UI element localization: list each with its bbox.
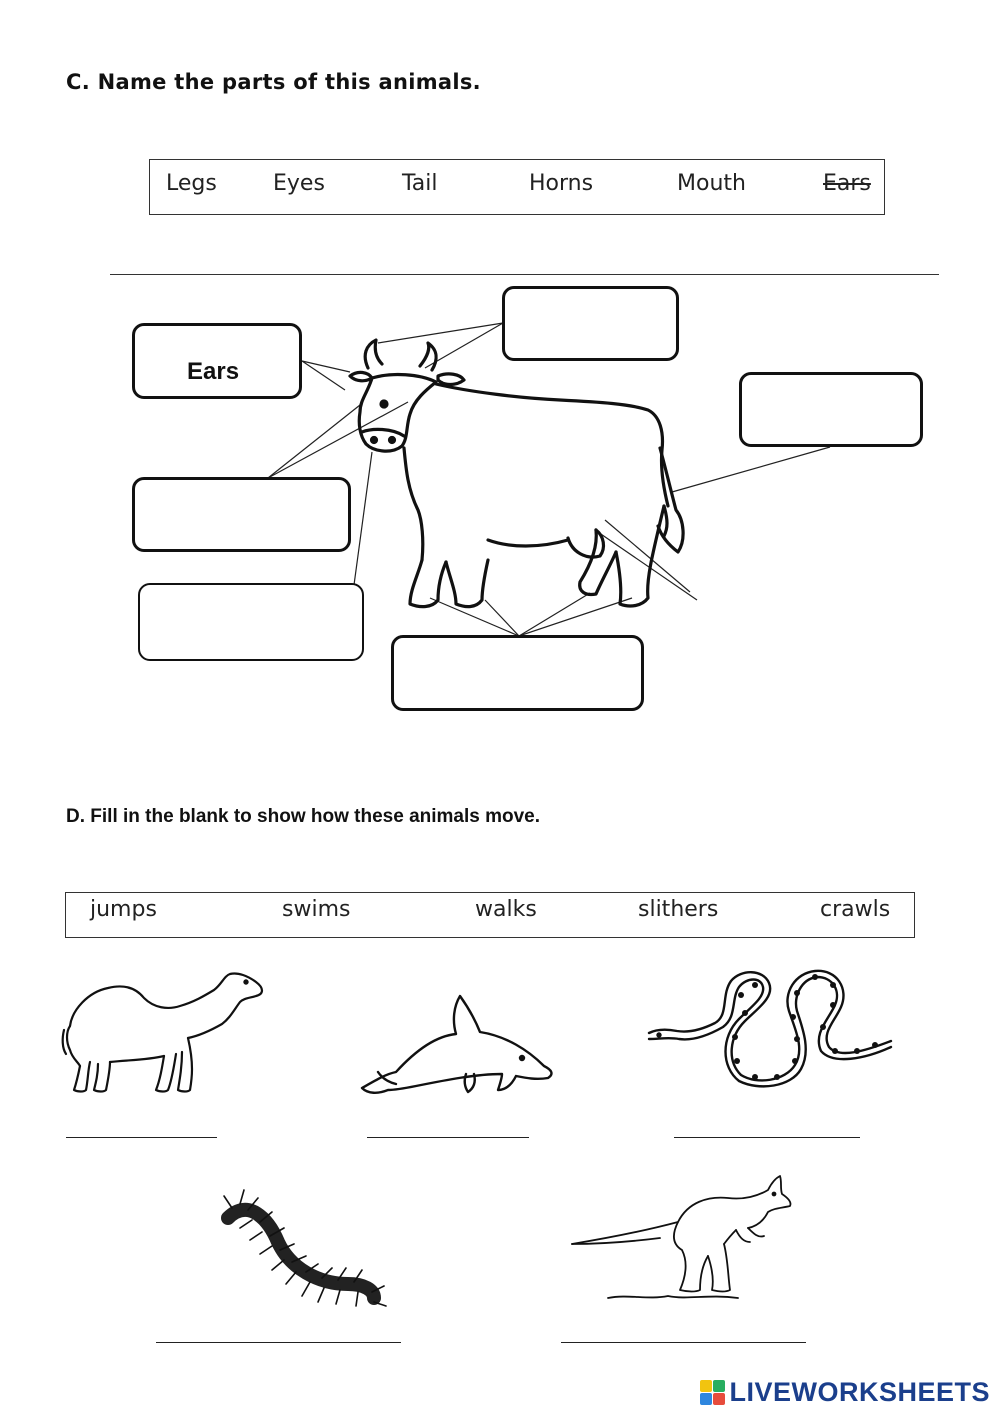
label-ears-text: Ears bbox=[187, 358, 240, 385]
answer-line-centipede[interactable] bbox=[156, 1342, 401, 1343]
word-horns: Horns bbox=[529, 171, 594, 196]
snake-pattern bbox=[732, 974, 878, 1080]
answer-line-camel[interactable] bbox=[66, 1137, 217, 1138]
section-divider bbox=[110, 274, 939, 275]
word-mouth: Mouth bbox=[677, 171, 746, 196]
word-bank-movements bbox=[65, 892, 915, 938]
logo-square-4 bbox=[713, 1393, 725, 1405]
label-box-ears[interactable] bbox=[132, 323, 302, 399]
label-box-horns[interactable] bbox=[502, 286, 679, 361]
word-swims: swims bbox=[282, 897, 351, 922]
word-walks: walks bbox=[475, 897, 537, 922]
answer-line-snake[interactable] bbox=[674, 1137, 860, 1138]
label-box-eyes[interactable] bbox=[132, 477, 351, 552]
snake-illustration bbox=[645, 965, 895, 1090]
answer-line-dolphin[interactable] bbox=[367, 1137, 529, 1138]
liveworksheets-logo bbox=[700, 1377, 990, 1408]
answer-line-kangaroo[interactable] bbox=[561, 1342, 806, 1343]
logo-square-2 bbox=[713, 1380, 725, 1392]
logo-square-1 bbox=[700, 1380, 712, 1392]
dolphin-illustration bbox=[356, 990, 556, 1100]
camel-illustration bbox=[58, 966, 268, 1101]
word-ears-struck: Ears bbox=[823, 171, 871, 196]
word-crawls: crawls bbox=[820, 897, 891, 922]
label-box-legs[interactable] bbox=[391, 635, 644, 711]
label-box-mouth[interactable] bbox=[138, 583, 364, 661]
logo-text: LIVEWORKSHEETS bbox=[729, 1377, 990, 1407]
word-eyes: Eyes bbox=[273, 171, 325, 196]
label-box-tail[interactable] bbox=[739, 372, 923, 447]
logo-square-3 bbox=[700, 1393, 712, 1405]
section-c-heading: C. Name the parts of this animals. bbox=[66, 70, 481, 94]
word-tail: Tail bbox=[402, 171, 438, 196]
word-bank-parts bbox=[149, 159, 885, 215]
kangaroo-illustration bbox=[568, 1172, 798, 1302]
cow-outline bbox=[350, 340, 683, 607]
word-slithers: slithers bbox=[638, 897, 719, 922]
word-jumps: jumps bbox=[90, 897, 157, 922]
logo-mark-icon bbox=[700, 1380, 725, 1405]
word-legs: Legs bbox=[166, 171, 217, 196]
centipede-illustration bbox=[218, 1188, 390, 1310]
section-d-heading: D. Fill in the blank to show how these animals move. bbox=[66, 806, 541, 827]
